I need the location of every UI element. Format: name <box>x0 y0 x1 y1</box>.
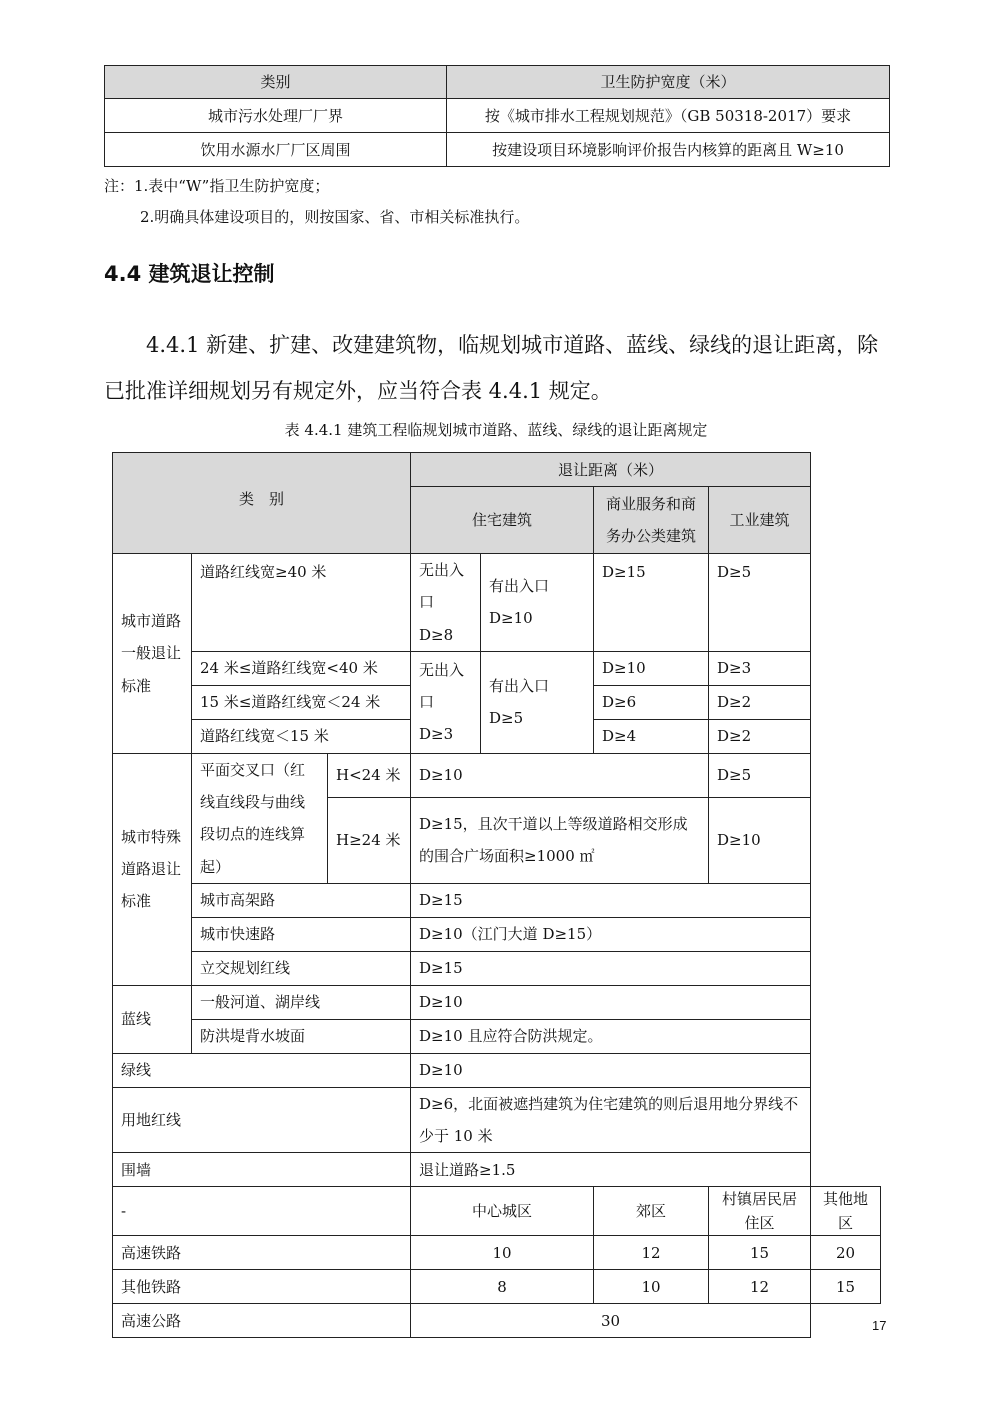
h-low: H<24 米 <box>328 753 411 797</box>
row-label: 15 米≤道路红线宽＜24 米 <box>192 685 411 719</box>
row-label: 城市快速路 <box>192 917 411 951</box>
cell: D≥5 <box>709 554 811 652</box>
no-entrance-other: 无出入口 D≥3 <box>411 651 481 753</box>
no-entrance-40: 无出入口 D≥8 <box>411 554 481 652</box>
row-label: 道路红线宽≥40 米 <box>192 554 411 652</box>
table-caption: 表 4.4.1 建筑工程临规划城市道路、蓝线、绿线的退让距离规定 <box>284 421 708 439</box>
section-title: 4.4 建筑退让控制 <box>104 262 275 286</box>
group-general: 城市道路一般退让标准 <box>113 554 192 754</box>
header-category: 类别 <box>105 66 447 99</box>
with-entrance-other: 有出入口 D≥5 <box>481 651 594 753</box>
table-header-row <box>105 66 890 99</box>
row-label: 24 米≤道路红线宽<40 米 <box>192 651 411 685</box>
cell: D≥6 <box>594 685 709 719</box>
header-category: 类 别 <box>113 453 411 554</box>
cell: D≥2 <box>709 685 811 719</box>
cell: 20 <box>811 1236 881 1270</box>
header-commercial: 商业服务和商务办公类建筑 <box>594 487 709 554</box>
table-row <box>105 99 890 133</box>
cell: D≥15，且次干道以上等级道路相交形成的围合广场面积≥1000 ㎡ <box>411 798 709 884</box>
cell: 12 <box>709 1270 811 1304</box>
rail-header-cell: 村镇居民居住区 <box>709 1187 811 1236</box>
cell: 12 <box>594 1236 709 1270</box>
health-protection-table <box>104 65 890 167</box>
section-paragraph: 4.4.1 新建、扩建、改建建筑物，临规划城市道路、蓝线、绿线的退让距离，除已批准详细规划另有规定外，应当符合表 4.4.1 规定。 <box>104 333 879 404</box>
rail-header-cell: 中心城区 <box>411 1187 594 1236</box>
cell: 10 <box>411 1236 594 1270</box>
note-line-1: 注：1.表中“W”指卫生防护宽度； <box>104 177 330 195</box>
cell: D≥2 <box>709 719 811 753</box>
header-industrial: 工业建筑 <box>709 487 811 554</box>
row-label: - <box>113 1187 411 1236</box>
cell: 退让道路≥1.5 <box>411 1153 811 1187</box>
header-distance: 退让距离（米） <box>411 453 811 487</box>
cell: 15 <box>811 1270 881 1304</box>
cell: 饮用水源水厂厂区周围 <box>105 133 447 167</box>
note-line-2: 2.明确具体建设项目的，则按国家、省、市相关标准执行。 <box>140 208 530 226</box>
cell: 30 <box>411 1304 811 1338</box>
row-label: 其他铁路 <box>113 1270 411 1304</box>
setback-table <box>112 452 881 1338</box>
group-blue: 蓝线 <box>113 985 192 1053</box>
rail-header-cell: 其他地区 <box>811 1187 881 1236</box>
row-label: 围墙 <box>113 1153 411 1187</box>
cell: D≥5 <box>709 753 811 797</box>
table-row <box>105 133 890 167</box>
cell: D≥3 <box>709 651 811 685</box>
cell: D≥15 <box>594 554 709 652</box>
cell: 按建设项目环境影响评价报告内核算的距离且 W≥10 <box>447 133 890 167</box>
row-label: 高速铁路 <box>113 1236 411 1270</box>
cell: D≥10 <box>594 651 709 685</box>
cell: D≥10（江门大道 D≥15） <box>411 917 811 951</box>
cell: 城市污水处理厂厂界 <box>105 99 447 133</box>
cell: D≥10 <box>709 798 811 884</box>
h-high: H≥24 米 <box>328 798 411 884</box>
cell: 15 <box>709 1236 811 1270</box>
row-label: 城市高架路 <box>192 883 411 917</box>
cell: D≥10 <box>411 1053 811 1087</box>
row-label: 防洪堤背水坡面 <box>192 1019 411 1053</box>
cell: D≥15 <box>411 951 811 985</box>
cell: D≥15 <box>411 883 811 917</box>
intersection-label: 平面交叉口（红线直线段与曲线段切点的连线算起） <box>192 753 328 883</box>
row-label: 道路红线宽＜15 米 <box>192 719 411 753</box>
row-label: 用地红线 <box>113 1087 411 1153</box>
cell: 按《城市排水工程规划规范》（GB 50318-2017）要求 <box>447 99 890 133</box>
rail-header-cell: 郊区 <box>594 1187 709 1236</box>
page-number: 17 <box>872 1318 887 1333</box>
row-label: 一般河道、湖岸线 <box>192 985 411 1019</box>
row-label: 绿线 <box>113 1053 411 1087</box>
cell: D≥6，北面被遮挡建筑为住宅建筑的则后退用地分界线不少于 10 米 <box>411 1087 811 1153</box>
row-label: 高速公路 <box>113 1304 411 1338</box>
with-entrance-40: 有出入口 D≥10 <box>481 554 594 652</box>
group-special: 城市特殊道路退让标准 <box>113 753 192 985</box>
cell: 8 <box>411 1270 594 1304</box>
cell: D≥10 <box>411 985 811 1019</box>
cell: D≥10 <box>411 753 709 797</box>
cell: 10 <box>594 1270 709 1304</box>
cell: D≥10 且应符合防洪规定。 <box>411 1019 811 1053</box>
row-label: 立交规划红线 <box>192 951 411 985</box>
header-width: 卫生防护宽度（米） <box>447 66 890 99</box>
header-residential: 住宅建筑 <box>411 487 594 554</box>
cell: D≥4 <box>594 719 709 753</box>
